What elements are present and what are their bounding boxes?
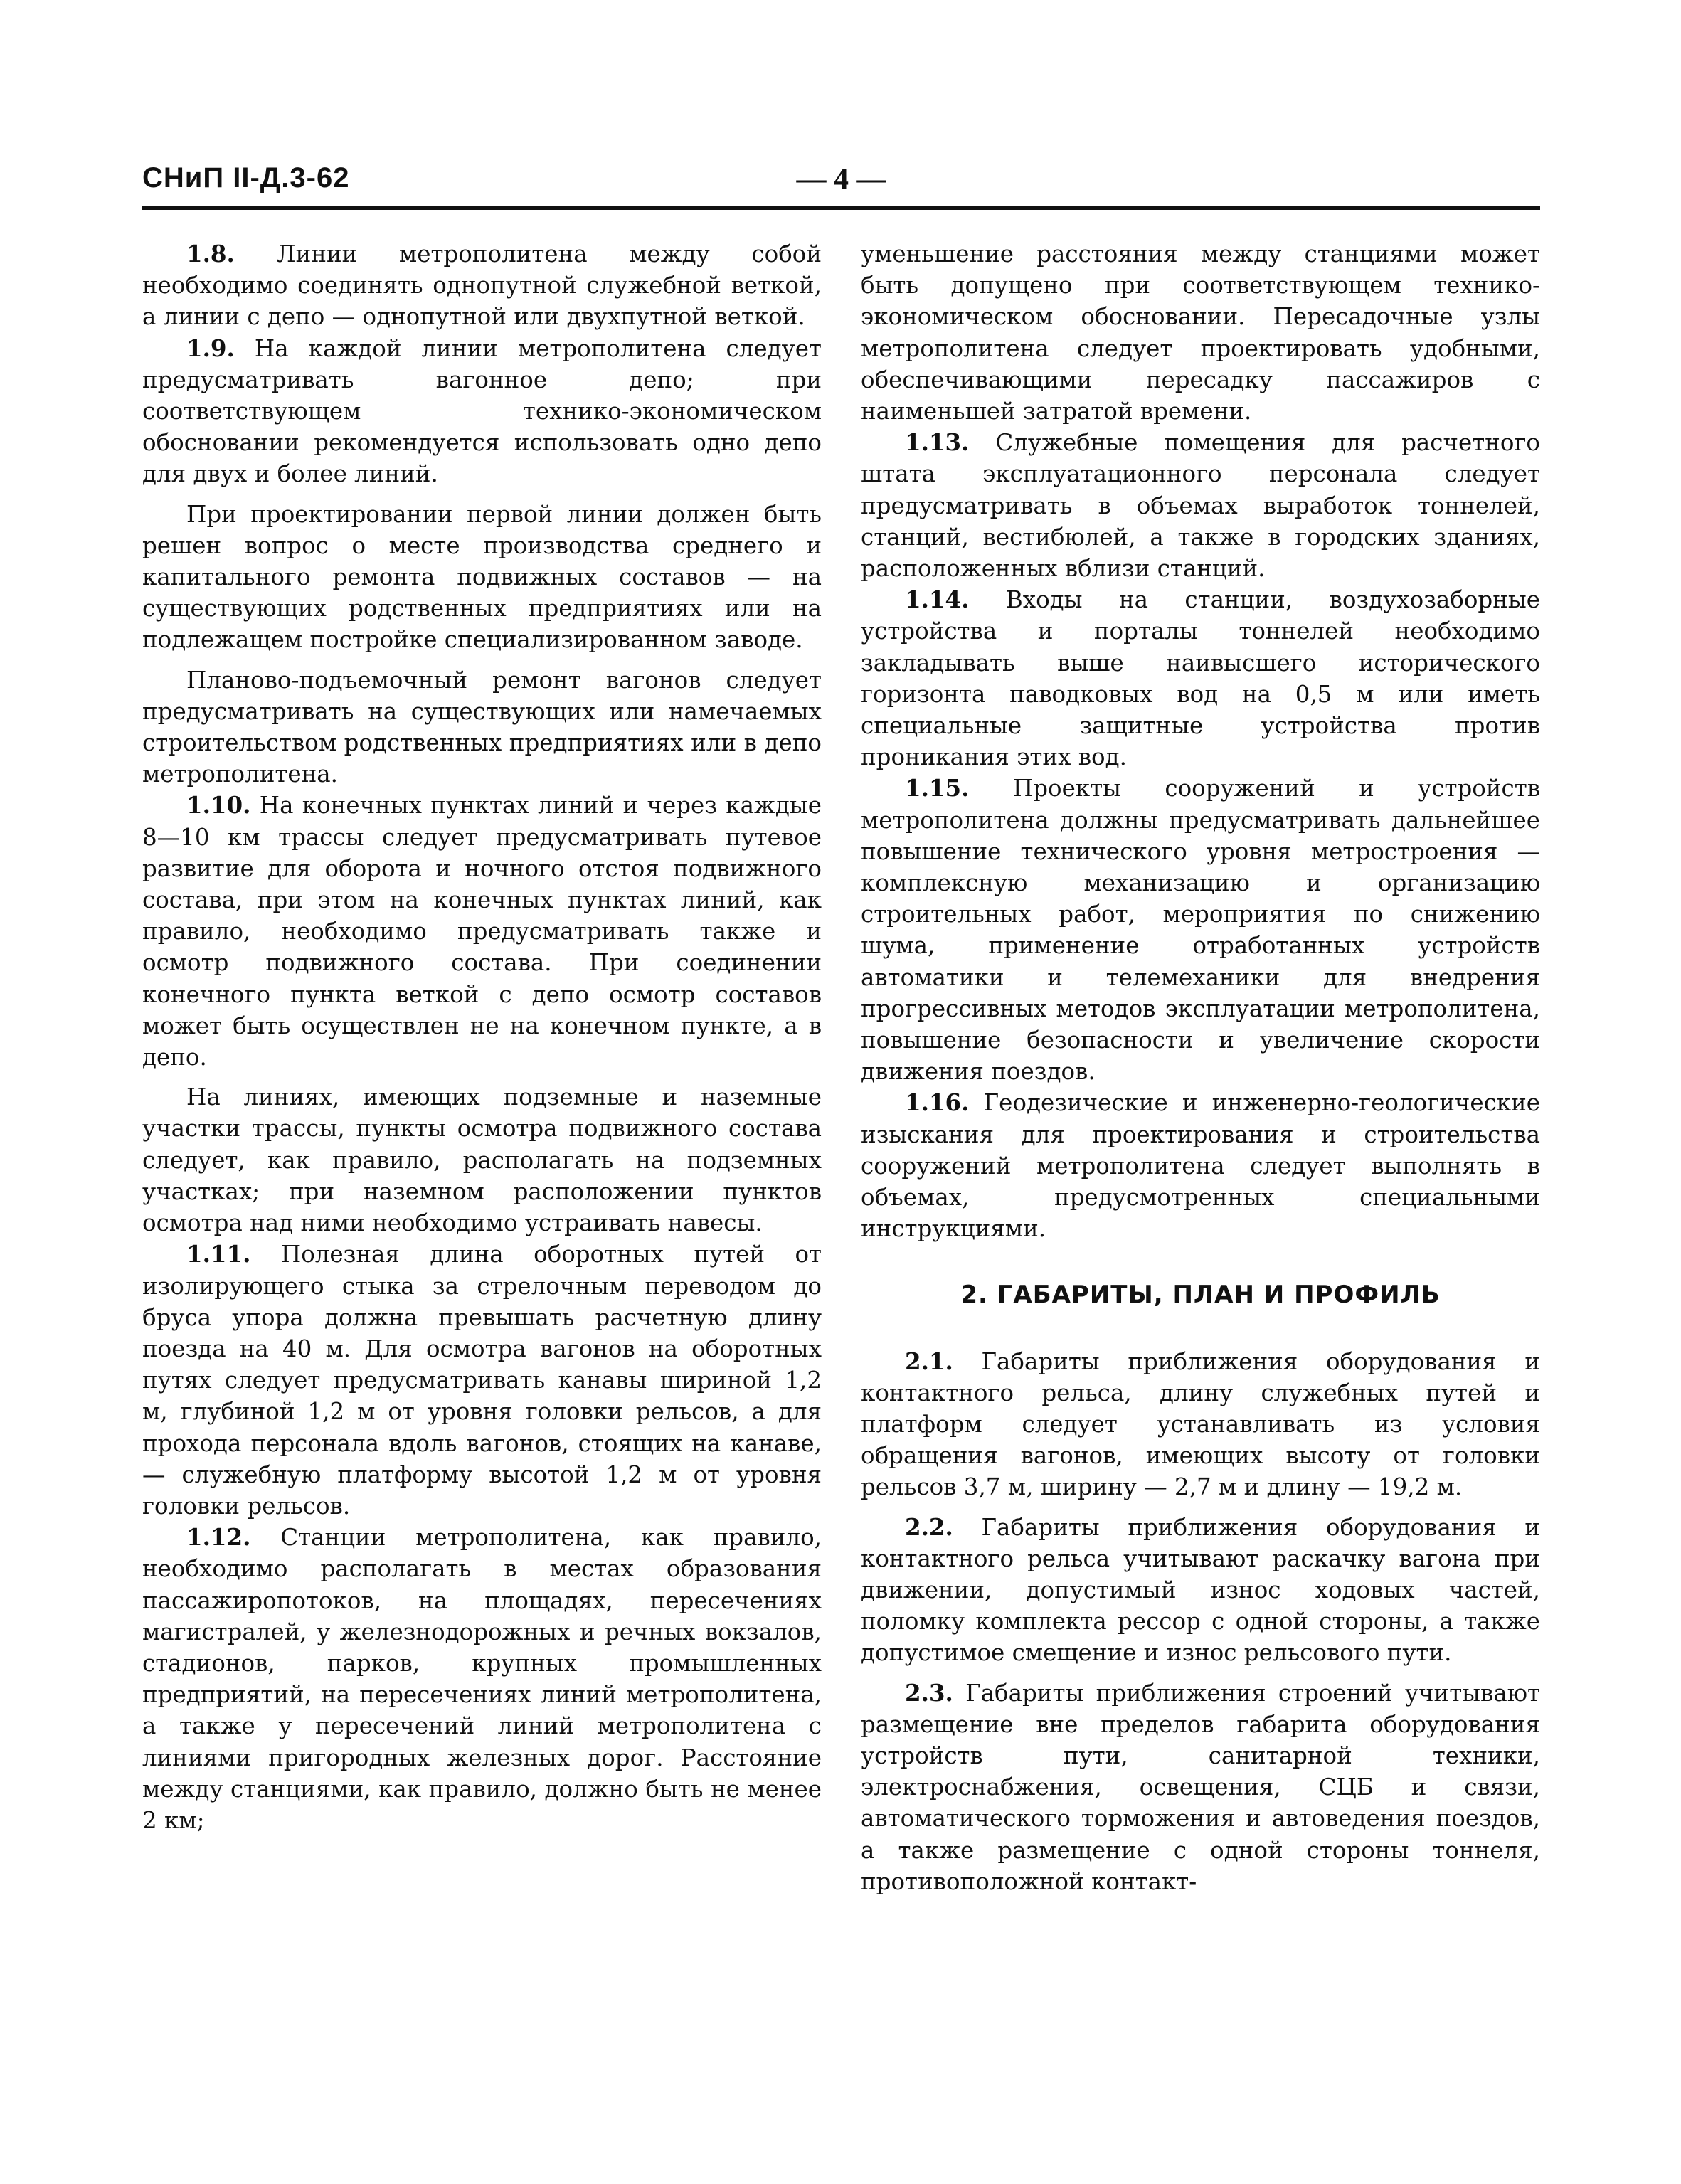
paragraph xyxy=(861,238,1540,427)
clause-number: 1.16. xyxy=(905,1088,970,1117)
paragraph-text: Геодезические и инженерно-геологические изыскания для проектирования и строительства сооружений метрополитена следует выполнять в объемах, предусмотренных специальными инструкциями. xyxy=(861,1089,1540,1243)
paragraph xyxy=(142,790,822,1073)
clause-number: 1.8. xyxy=(186,240,235,267)
clause-number: 1.12. xyxy=(186,1523,251,1552)
paragraph-text: Входы на станции, воздухозаборные устройства и порталы тоннелей необходимо закладывать выше наивысшего исторического горизонта паводковых вод на 0,5 м или иметь специальные защитные устройства против проникания этих вод. xyxy=(861,586,1540,771)
clause-number: 2.2. xyxy=(905,1512,953,1541)
paragraph-text: Габариты приближения оборудования и контактного рельса учитывают раскачку вагона при движении, допустимый износ ходовых частей, поломку комплекта рессор с одной стороны, а также допустимое смещение и износ рельсового пути. xyxy=(861,1513,1540,1667)
paragraph xyxy=(861,773,1540,1087)
paragraph-text: На конечных пунктах линий и через каждые 8—10 км трассы следует предусматривать путевое развитие для оборота и ночного отстоя подвижного состава, при этом на конечных пунктах линий, как правило, необходимо предусматривать также и осмотр подвижного состава. При соединении конечного пункта веткой с депо осмотр составов может быть осуществлен не на конечном пункте, а в депо. xyxy=(142,792,822,1071)
page-header xyxy=(142,162,1540,205)
section-heading: 2. ГАБАРИТЫ, ПЛАН И ПРОФИЛЬ xyxy=(960,1280,1441,1309)
paragraph xyxy=(861,1087,1540,1244)
paragraph xyxy=(142,664,822,790)
paragraph-text: Станции метрополитена, как правило, необходимо располагать в местах образования пассажиропотоков, на площадях, пересечениях магистралей, у железнодорожных и речных вокзалов, стадионов, парков, крупных промышленных предприятий, на пересечениях линий метрополитена, а также у пересечений линий метрополитена с линиями пригородных железных дорог. Расстояние между станциями, как правило, должно быть не менее 2 км; xyxy=(142,1524,822,1834)
clause-number: 2.1. xyxy=(905,1347,953,1375)
paragraph xyxy=(142,1239,822,1522)
clause-number: 2.3. xyxy=(905,1678,953,1707)
paragraph-text: При проектировании первой линии должен быть решен вопрос о месте производства среднего и капитального ремонта подвижных составов — на существующих родственных предприятиях или на подлежащем постройке специализированном заводе. xyxy=(142,500,822,654)
document-code: СНиП II-Д.3-62 xyxy=(142,162,350,194)
paragraph xyxy=(861,1677,1540,1897)
paragraph-text: Габариты приближения строений учитывают размещение вне пределов габарита оборудования устройств пути, санитарной техники, электроснабжения, освещения, СЦБ и связи, автоматического торможения и автоведения поездов, а также размещение с одной стороны тоннеля, противоположной контакт- xyxy=(861,1679,1540,1895)
paragraph xyxy=(861,427,1540,584)
clause-number: 1.10. xyxy=(186,791,251,820)
header-rule xyxy=(142,206,1540,210)
paragraph-text: На линиях, имеющих подземные и наземные участки трассы, пункты осмотра подвижного состава следует, как правило, располагать на подземных участках; при наземном расположении пунктов осмотра над ними необходимо устраивать навесы. xyxy=(142,1083,822,1237)
right-column xyxy=(861,238,1540,1897)
paragraph-text: Проекты сооружений и устройств метрополитена должны предусматривать дальнейшее повышение технического уровня метростроения — комплексную механизацию и организацию строительных работ, мероприятия по снижению шума, применение отработанных устройств автоматики и телемеханики для внедрения прогрессивных методов эксплуатации метрополитена, повышение безопасности и увеличение скорости движения поездов. xyxy=(861,775,1540,1086)
paragraph xyxy=(142,238,822,333)
paragraph-text: уменьшение расстояния между станциями может быть допущено при соответствующем технико-экономическом обосновании. Пересадочные узлы метрополитена следует проектировать удобными, обеспечивающими пересадку пассажиров с наименьшей затратой времени. xyxy=(861,240,1540,425)
page-number: — 4 — xyxy=(796,163,886,196)
paragraph-text: Линии метрополитена между собой необходимо соединять однопутной служебной веткой, а линии с депо — однопутной или двухпутной веткой. xyxy=(142,240,822,331)
paragraph-text: Планово-подъемочный ремонт вагонов следует предусматривать на существующих или намечаемых строительством родственных предприятиях или в депо метрополитена. xyxy=(142,666,822,788)
clause-number: 1.9. xyxy=(186,334,235,362)
paragraph-text: Служебные помещения для расчетного штата эксплуатационного персонала следует предусматривать в объемах выработок тоннелей, станций, вестибюлей, а также в городских зданиях, расположенных вблизи станций. xyxy=(861,429,1540,583)
paragraph xyxy=(142,1522,822,1836)
clause-number: 1.15. xyxy=(905,774,970,802)
paragraph xyxy=(861,1346,1540,1503)
paragraph-text: Габариты приближения оборудования и контактного рельса, длину служебных путей и платформ следует устанавливать из условия обращения вагонов, имеющих высоту от головки рельсов 3,7 м, ширину — 2,7 м и длину — 19,2 м. xyxy=(861,1347,1540,1501)
left-column xyxy=(142,238,822,1836)
paragraph xyxy=(861,1512,1540,1669)
clause-number: 1.11. xyxy=(186,1240,251,1268)
paragraph-text: Полезная длина оборотных путей от изолирующего стыка за стрелочным переводом до бруса упора должна превышать расчетную длину поезда на 40 м. Для осмотра вагонов на оборотных путях следует предусматривать канавы шириной 1,2 м, глубиной 1,2 м от уровня головки рельсов, а для прохода персонала вдоль вагонов, стоящих на канаве, — служебную платформу высотой 1,2 м от уровня головки рельсов. xyxy=(142,1241,822,1520)
clause-number: 1.14. xyxy=(905,585,970,614)
paragraph xyxy=(142,499,822,656)
paragraph xyxy=(142,333,822,490)
paragraph-text: На каждой линии метрополитена следует предусматривать вагонное депо; при соответствующем технико-экономическом обосновании рекомендуется использовать одно депо для двух и более линий. xyxy=(142,334,822,488)
paragraph xyxy=(861,584,1540,773)
paragraph xyxy=(142,1081,822,1239)
clause-number: 1.13. xyxy=(905,428,970,457)
